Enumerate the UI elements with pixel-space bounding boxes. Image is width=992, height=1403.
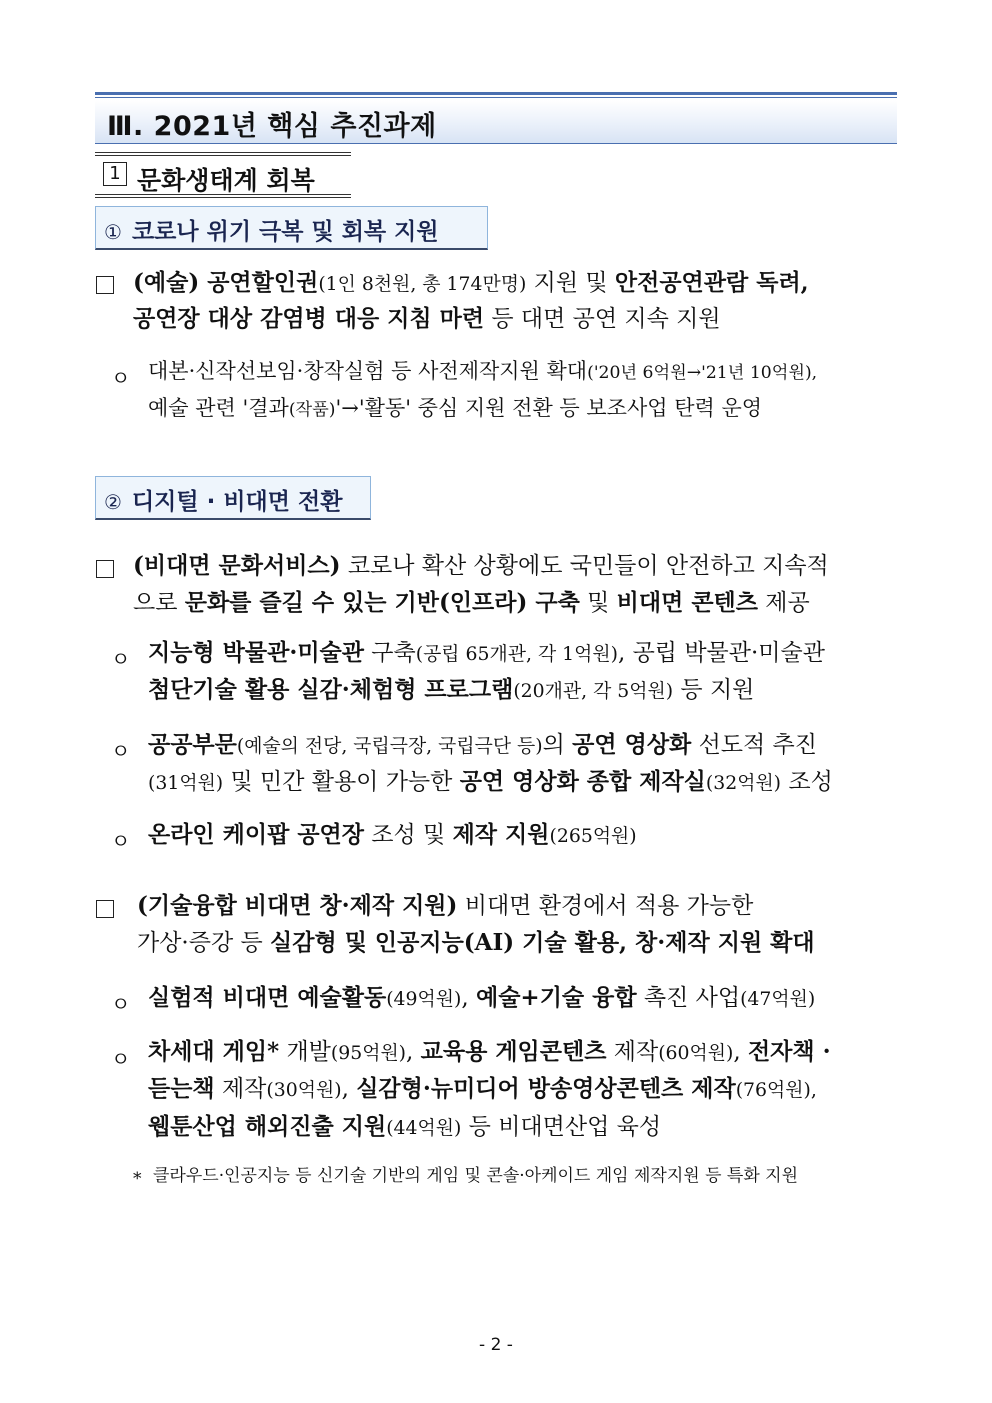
emphasis-text: 실감형 및 인공지능(AI) 기술 활용, 창·제작 지원 확대 — [270, 929, 815, 956]
body-text: 비대면 환경에서 적용 가능한 — [457, 893, 754, 919]
body-text: 및 민간 활용이 가능한 — [223, 769, 460, 795]
detail-text: (공립 65개관, 각 1억원) — [415, 643, 618, 665]
body-text: '→'활동' 중심 지원 전환 등 보조사업 탄력 운영 — [335, 396, 763, 420]
emphasis-text: 온라인 케이팝 공연장 — [148, 821, 364, 848]
bullet-line — [148, 769, 833, 795]
emphasis-text: 비대면 콘텐츠 — [616, 589, 758, 616]
bullet-circle-icon: ㅇ — [111, 739, 131, 763]
body-text: , — [406, 1039, 421, 1065]
detail-text: (47억원) — [740, 988, 816, 1010]
bullet-line — [148, 1076, 817, 1102]
body-text: 제작 — [214, 1076, 267, 1102]
body-text: , — [341, 1076, 357, 1102]
subsection-rule — [95, 155, 351, 156]
bullet-line — [148, 985, 815, 1011]
emphasis-text: 듣는책 — [148, 1075, 215, 1102]
detail-text: (60억원) — [658, 1042, 734, 1064]
checkbox-square-icon — [96, 560, 114, 578]
body-text: , — [461, 985, 476, 1011]
item-header-covid — [95, 206, 488, 250]
emphasis-text: (기술융합 비대면 창·제작 지원) — [137, 892, 458, 919]
emphasis-text: 예술+기술 융합 — [475, 984, 637, 1011]
subsection-rule — [95, 197, 351, 198]
section-title: Ⅲ. 2021년 핵심 추진과제 — [107, 111, 437, 142]
bullet-line — [148, 677, 754, 703]
detail-text: (76억원), — [735, 1079, 817, 1101]
emphasis-text: 공공부문 — [148, 731, 237, 758]
item-number: ① — [104, 220, 122, 244]
emphasis-text: 안전공연관람 독려, — [614, 269, 809, 296]
emphasis-text: (예술) 공연할인권 — [133, 269, 319, 296]
emphasis-text: 실감형·뉴미디어 방송영상콘텐츠 제작 — [356, 1075, 736, 1102]
detail-text: ('20년 6억원→'21년 10억원), — [587, 363, 818, 383]
bullet-line — [148, 397, 762, 420]
section-header — [95, 92, 897, 144]
body-text: 지원 및 — [526, 270, 615, 296]
bullet-circle-icon: ㅇ — [111, 1047, 131, 1071]
emphasis-text: 공연 영상화 — [572, 731, 692, 758]
paragraph-line — [133, 270, 809, 296]
bullet-line — [148, 822, 637, 848]
detail-text: (49억원) — [386, 988, 462, 1010]
emphasis-text: 차세대 게임* — [148, 1038, 280, 1065]
body-text: 선도적 추진 — [691, 732, 817, 758]
body-text: , 공립 박물관·미술관 — [617, 640, 825, 666]
item-number: ② — [104, 490, 122, 514]
item-header-title — [104, 213, 439, 246]
paragraph-line — [137, 930, 815, 956]
emphasis-text: 실험적 비대면 예술활동 — [148, 984, 387, 1011]
emphasis-text: 웹툰산업 해외진출 지원 — [148, 1113, 387, 1140]
detail-text: (1인 8천원, 총 174만명) — [318, 273, 527, 295]
bullet-line — [148, 640, 825, 666]
emphasis-text: (비대면 문화서비스) — [133, 552, 341, 579]
detail-text: (95억원) — [330, 1042, 407, 1064]
checkbox-square-icon — [96, 900, 114, 918]
emphasis-text: 문화를 즐길 수 있는 기반(인프라) 구축 — [184, 589, 580, 616]
footnote-text: 클라우드·인공지능 등 신기술 기반의 게임 및 콘솔·아케이드 게임 제작지원 등 특화 지원 — [153, 1166, 799, 1186]
detail-text: (30억원) — [266, 1079, 342, 1101]
emphasis-text: 교육용 게임콘텐츠 — [420, 1038, 607, 1065]
body-text: 대본·신작선보임·창작실험 등 사전제작지원 확대 — [148, 359, 588, 383]
body-text: 제작 — [606, 1039, 659, 1065]
paragraph-line — [137, 893, 753, 919]
detail-text: (작품) — [288, 400, 336, 420]
subsection-title: 문화생태계 회복 — [137, 166, 315, 195]
header-rule — [95, 143, 897, 144]
body-text: 의 — [542, 732, 573, 758]
detail-text: (265억원) — [549, 825, 637, 847]
body-text: 조성 및 — [363, 822, 453, 848]
bullet-circle-icon: ㅇ — [111, 829, 131, 853]
body-text: 등 비대면산업 육성 — [461, 1114, 662, 1140]
body-text: 등 대면 공연 지속 지원 — [484, 306, 721, 332]
header-rule — [95, 92, 897, 95]
emphasis-text: 지능형 박물관·미술관 — [148, 639, 364, 666]
subsection-number: 1 — [103, 162, 127, 186]
body-text: 촉진 사업 — [636, 985, 741, 1011]
emphasis-text: 첨단기술 활용 실감·체험형 프로그램 — [148, 676, 514, 703]
paragraph-line — [133, 553, 829, 579]
detail-text: (예술의 전당, 국립극장, 국립극단 등) — [236, 735, 543, 757]
checkbox-square-icon — [96, 276, 114, 294]
body-text: 및 — [579, 590, 617, 616]
bullet-line — [148, 1114, 661, 1140]
emphasis-text: 제작 지원 — [452, 821, 550, 848]
body-text: 등 지원 — [673, 677, 755, 703]
emphasis-text: 공연 영상화 종합 제작실 — [459, 768, 706, 795]
body-text: 조성 — [781, 769, 833, 795]
bullet-circle-icon: ㅇ — [111, 366, 131, 390]
body-text: 코로나 확산 상황에도 국민들이 안전하고 지속적 — [340, 553, 829, 579]
page-number: - 2 - — [479, 1335, 513, 1355]
item-header-text: 코로나 위기 극복 및 회복 지원 — [131, 219, 439, 245]
bullet-circle-icon: ㅇ — [111, 992, 131, 1016]
emphasis-text: 공연장 대상 감염병 대응 지침 마련 — [133, 305, 485, 332]
subsection-header — [95, 152, 351, 198]
bullet-line — [148, 360, 817, 383]
paragraph-line — [133, 590, 810, 616]
item-header-digital — [95, 476, 371, 520]
item-header-text: 디지털 · 비대면 전환 — [131, 489, 343, 515]
detail-text: (31억원) — [148, 772, 224, 794]
paragraph-line — [133, 306, 721, 332]
header-rule — [95, 97, 897, 98]
bullet-line — [148, 732, 817, 758]
bullet-circle-icon: ㅇ — [111, 647, 131, 671]
subsection-rule — [95, 152, 351, 153]
detail-text: (44억원) — [386, 1117, 462, 1139]
body-text: , — [733, 1039, 748, 1065]
body-text: 으로 — [133, 590, 185, 616]
footnote-marker: * — [133, 1169, 142, 1189]
body-text: 구축 — [363, 640, 416, 666]
detail-text: (32억원) — [705, 772, 782, 794]
bullet-line — [148, 1039, 831, 1065]
body-text: 제공 — [758, 590, 810, 616]
item-header-title — [104, 483, 342, 516]
body-text: 가상·증강 등 — [137, 930, 271, 956]
body-text: 개발 — [279, 1039, 331, 1065]
body-text: 예술 관련 '결과 — [148, 396, 289, 420]
emphasis-text: 전자책 · — [747, 1038, 831, 1065]
detail-text: (20개관, 각 5억원) — [513, 680, 674, 702]
